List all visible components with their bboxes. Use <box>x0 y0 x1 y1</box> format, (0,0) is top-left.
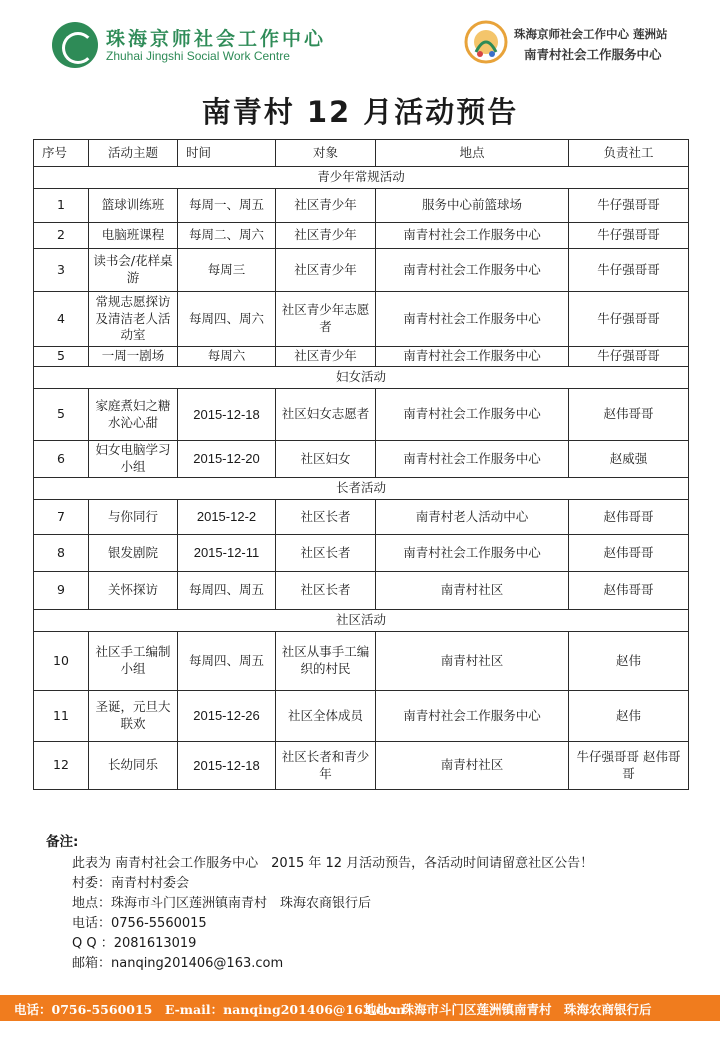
row-staff: 赵伟哥哥 <box>569 500 689 535</box>
row-topic: 电脑班课程 <box>89 223 178 249</box>
row-index: 8 <box>34 535 89 572</box>
table-row <box>34 742 689 790</box>
row-location: 南青村社会工作服务中心 <box>376 347 569 367</box>
row-time: 每周四、周五 <box>178 632 276 691</box>
row-audience: 社区青少年 <box>276 347 376 367</box>
row-time: 每周四、周五 <box>178 572 276 610</box>
row-location: 南青村社区 <box>376 632 569 691</box>
row-index: 12 <box>34 742 89 790</box>
row-index: 6 <box>34 441 89 478</box>
row-staff: 赵伟 <box>569 632 689 691</box>
org-logo-icon <box>52 22 98 68</box>
row-topic: 常规志愿探访及清洁老人活动室 <box>89 292 178 347</box>
col-header-audience: 对象 <box>276 140 376 167</box>
footer-bar <box>0 995 720 1021</box>
org-name-en: Zhuhai Jingshi Social Work Centre <box>106 49 290 63</box>
row-staff: 牛仔强哥哥 <box>569 249 689 292</box>
notes-line: 村委：南青村村委会 <box>72 876 190 891</box>
row-topic: 关怀探访 <box>89 572 178 610</box>
row-audience: 社区全体成员 <box>276 691 376 742</box>
org-name-cn: 珠海京师社会工作中心 <box>106 28 327 50</box>
row-index: 10 <box>34 632 89 691</box>
row-staff: 牛仔强哥哥 <box>569 347 689 367</box>
col-header-time: 时间 <box>178 140 276 167</box>
row-topic: 圣诞，元旦大联欢 <box>89 691 178 742</box>
row-location: 服务中心前篮球场 <box>376 189 569 223</box>
table-row <box>34 441 689 478</box>
row-audience: 社区妇女 <box>276 441 376 478</box>
table-row <box>34 572 689 610</box>
row-time: 2015-12-20 <box>178 441 276 478</box>
row-time: 每周三 <box>178 249 276 292</box>
row-topic: 篮球训练班 <box>89 189 178 223</box>
row-topic: 妇女电脑学习小组 <box>89 441 178 478</box>
table-row <box>34 389 689 441</box>
col-header-staff: 负责社工 <box>569 140 689 167</box>
col-header-location: 地点 <box>376 140 569 167</box>
notes-line: 邮箱：nanqing201406@163.com <box>72 956 284 971</box>
row-index: 9 <box>34 572 89 610</box>
row-topic: 银发剧院 <box>89 535 178 572</box>
row-location: 南青村社会工作服务中心 <box>376 691 569 742</box>
row-staff: 牛仔强哥哥 赵伟哥哥 <box>569 742 689 790</box>
footer-address: 地址：珠海市斗门区莲洲镇南青村 珠海农商银行后 <box>364 1002 652 1017</box>
notes-line: 此表为 南青村社会工作服务中心 2015 年 12 月活动预告，各活动时间请留意社区公告！ <box>72 856 594 871</box>
row-audience: 社区长者 <box>276 500 376 535</box>
row-location: 南青村社会工作服务中心 <box>376 441 569 478</box>
row-staff: 牛仔强哥哥 <box>569 292 689 347</box>
row-staff: 赵伟哥哥 <box>569 389 689 441</box>
page-title: 南青村 12 月活动预告 <box>201 95 519 129</box>
row-time: 2015-12-11 <box>178 535 276 572</box>
row-location: 南青村社区 <box>376 572 569 610</box>
section-header-row <box>34 367 689 389</box>
notes-line: 地点：珠海市斗门区莲洲镇南青村 珠海农商银行后 <box>72 896 372 911</box>
page-header <box>0 0 720 80</box>
row-index: 3 <box>34 249 89 292</box>
row-time: 2015-12-18 <box>178 389 276 441</box>
activity-table <box>33 139 689 790</box>
row-topic: 长幼同乐 <box>89 742 178 790</box>
col-header-index: 序号 <box>34 140 89 167</box>
row-time: 每周六 <box>178 347 276 367</box>
section-title: 社区活动 <box>34 610 689 632</box>
row-audience: 社区长者和青少年 <box>276 742 376 790</box>
row-time: 2015-12-2 <box>178 500 276 535</box>
row-topic: 家庭煮妇之糖水沁心甜 <box>89 389 178 441</box>
section-title: 青少年常规活动 <box>34 167 689 189</box>
row-location: 南青村社会工作服务中心 <box>376 223 569 249</box>
row-audience: 社区青少年 <box>276 223 376 249</box>
row-time: 2015-12-26 <box>178 691 276 742</box>
section-header-row <box>34 167 689 189</box>
row-audience: 社区青少年 <box>276 189 376 223</box>
row-audience: 社区青少年志愿者 <box>276 292 376 347</box>
row-staff: 赵伟 <box>569 691 689 742</box>
row-location: 南青村社会工作服务中心 <box>376 535 569 572</box>
table-row <box>34 292 689 347</box>
notes-line: 电话：0756-5560015 <box>72 916 207 931</box>
table-row <box>34 632 689 691</box>
row-index: 1 <box>34 189 89 223</box>
row-staff: 牛仔强哥哥 <box>569 189 689 223</box>
activity-table-body <box>34 167 689 790</box>
section-title: 长者活动 <box>34 478 689 500</box>
row-audience: 社区长者 <box>276 572 376 610</box>
row-index: 2 <box>34 223 89 249</box>
row-staff: 牛仔强哥哥 <box>569 223 689 249</box>
row-index: 7 <box>34 500 89 535</box>
row-audience: 社区妇女志愿者 <box>276 389 376 441</box>
table-row <box>34 249 689 292</box>
section-header-row <box>34 610 689 632</box>
table-header-row <box>34 140 689 167</box>
row-time: 每周二、周六 <box>178 223 276 249</box>
row-topic: 一周一剧场 <box>89 347 178 367</box>
row-location: 南青村社会工作服务中心 <box>376 292 569 347</box>
table-row <box>34 347 689 367</box>
table-row <box>34 223 689 249</box>
notes-section <box>46 832 686 974</box>
row-location: 南青村社会工作服务中心 <box>376 389 569 441</box>
row-topic: 读书会/花样桌游 <box>89 249 178 292</box>
row-staff: 赵伟哥哥 <box>569 535 689 572</box>
row-time: 2015-12-18 <box>178 742 276 790</box>
row-time: 每周四、周六 <box>178 292 276 347</box>
col-header-topic: 活动主题 <box>89 140 178 167</box>
station-name-line2: 南青村社会工作服务中心 <box>524 47 662 62</box>
table-row <box>34 500 689 535</box>
table-row <box>34 189 689 223</box>
row-time: 每周一、周五 <box>178 189 276 223</box>
section-title: 妇女活动 <box>34 367 689 389</box>
station-logo-icon <box>462 18 510 66</box>
row-index: 4 <box>34 292 89 347</box>
row-audience: 社区从事手工编织的村民 <box>276 632 376 691</box>
notes-label: 备注: <box>46 834 79 850</box>
row-topic: 与你同行 <box>89 500 178 535</box>
row-staff: 赵伟哥哥 <box>569 572 689 610</box>
row-audience: 社区长者 <box>276 535 376 572</box>
notes-line: Q Q ：2081613019 <box>72 936 197 951</box>
footer-contact: 电话：0756-5560015 E-mail：nanqing201406@163.com <box>14 1002 406 1017</box>
section-header-row <box>34 478 689 500</box>
table-row <box>34 535 689 572</box>
row-index: 11 <box>34 691 89 742</box>
row-index: 5 <box>34 347 89 367</box>
table-row <box>34 691 689 742</box>
row-topic: 社区手工编制小组 <box>89 632 178 691</box>
row-location: 南青村社区 <box>376 742 569 790</box>
row-staff: 赵威强 <box>569 441 689 478</box>
row-location: 南青村社会工作服务中心 <box>376 249 569 292</box>
row-index: 5 <box>34 389 89 441</box>
row-location: 南青村老人活动中心 <box>376 500 569 535</box>
row-audience: 社区青少年 <box>276 249 376 292</box>
station-name-line1: 珠海京师社会工作中心 莲洲站 <box>514 27 668 41</box>
